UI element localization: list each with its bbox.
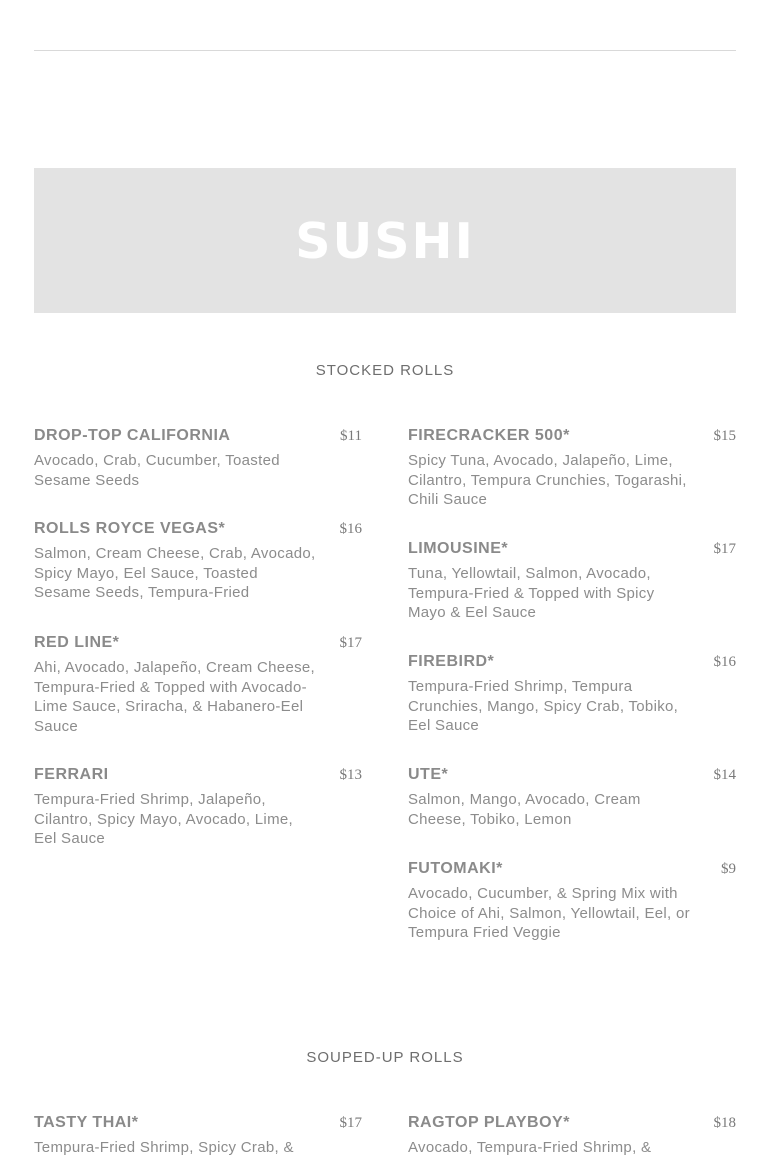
item-description: Salmon, Mango, Avocado, Cream Cheese, Tobiko, Lemon	[408, 791, 641, 828]
item-description: Spicy Tuna, Avocado, Jalapeño, Lime, Cilantro, Tempura Crunchies, Togarashi, Chili Sauce	[408, 452, 687, 508]
menu-item	[408, 653, 736, 736]
item-description: Tempura-Fried Shrimp, Spicy Crab, &	[34, 1139, 294, 1156]
item-description: Avocado, Tempura-Fried Shrimp, &	[408, 1139, 652, 1156]
menu-item	[34, 1114, 362, 1158]
menu-item	[408, 540, 736, 623]
item-price: $16	[713, 654, 736, 670]
item-name: FUTOMAKI*	[408, 860, 503, 877]
item-price: $17	[339, 635, 362, 651]
item-name: RAGTOP PLAYBOY*	[408, 1114, 570, 1131]
souped-up-rolls-heading: SOUPED-UP ROLLS	[306, 1049, 464, 1066]
item-description: Ahi, Avocado, Jalapeño, Cream Cheese, Tempura-Fried & Topped with Avocado-Lime Sauce, Sriracha, & Habanero-Eel Sauce	[34, 659, 315, 735]
item-price: $13	[339, 767, 362, 783]
item-price: $17	[713, 541, 736, 557]
item-price: $18	[713, 1115, 736, 1131]
menu-item	[34, 634, 362, 736]
item-name: TASTY THAI*	[34, 1114, 139, 1131]
menu-item	[408, 427, 736, 510]
stocked-rolls-heading: STOCKED ROLLS	[315, 362, 455, 379]
item-price: $15	[713, 428, 736, 444]
item-name: FERRARI	[34, 766, 109, 783]
item-name: ROLLS ROYCE VEGAS*	[34, 520, 226, 537]
item-price: $17	[339, 1115, 362, 1131]
item-description: Tempura-Fried Shrimp, Jalapeño, Cilantro, Spicy Mayo, Avocado, Lime, Eel Sauce	[34, 791, 293, 847]
item-description: Avocado, Cucumber, & Spring Mix with Choice of Ahi, Salmon, Yellowtail, Eel, or Tempura Fried Veggie	[408, 885, 690, 941]
menu-item	[408, 766, 736, 829]
item-price: $14	[713, 767, 736, 783]
item-name: DROP-TOP CALIFORNIA	[34, 427, 231, 444]
item-name: LIMOUSINE*	[408, 540, 509, 557]
item-price: $11	[340, 428, 362, 444]
sushi-banner	[34, 168, 736, 313]
top-divider	[34, 50, 736, 51]
item-description: Salmon, Cream Cheese, Crab, Avocado, Spicy Mayo, Eel Sauce, Toasted Sesame Seeds, Tempura-Fried	[34, 545, 316, 601]
menu-item	[408, 1114, 736, 1158]
item-name: FIREBIRD*	[408, 653, 495, 670]
banner-title: SUSHI	[295, 213, 475, 270]
item-description: Tempura-Fried Shrimp, Tempura Crunchies, Mango, Spicy Crab, Tobiko, Eel Sauce	[408, 678, 679, 734]
item-name: UTE*	[408, 766, 449, 783]
item-description: Avocado, Crab, Cucumber, Toasted Sesame Seeds	[34, 452, 280, 489]
item-price: $16	[339, 521, 362, 537]
item-price: $9	[721, 861, 736, 877]
menu-item	[408, 860, 736, 943]
menu-item	[34, 520, 362, 603]
menu-item	[34, 766, 362, 849]
item-name: FIRECRACKER 500*	[408, 427, 570, 444]
item-description: Tuna, Yellowtail, Salmon, Avocado, Tempura-Fried & Topped with Spicy Mayo & Eel Sauce	[408, 565, 655, 621]
item-name: RED LINE*	[34, 634, 120, 651]
menu-item	[34, 427, 362, 490]
